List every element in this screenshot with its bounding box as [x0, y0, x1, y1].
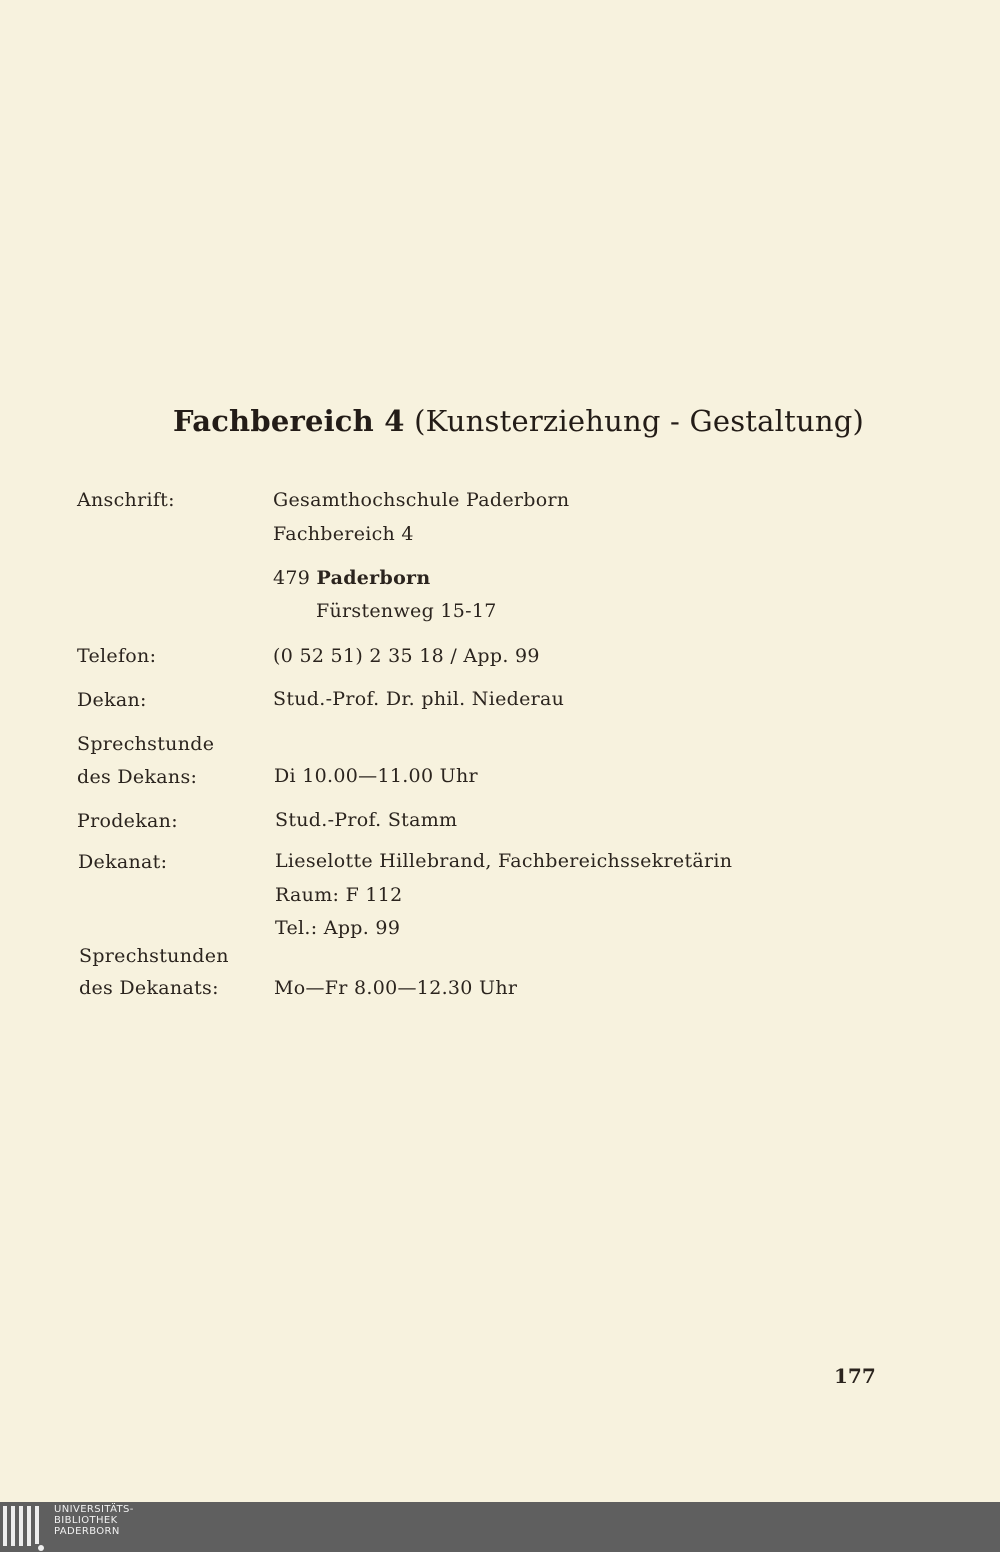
phone-label: Telefon:	[77, 645, 157, 667]
dean-value: Stud.-Prof. Dr. phil. Niederau	[273, 688, 565, 710]
office-hours-label-line2: des Dekanats:	[79, 977, 219, 999]
address-street: Fürstenweg 15-17	[316, 600, 497, 622]
address-line-city	[273, 567, 430, 589]
deans-office-phone: Tel.: App. 99	[275, 917, 401, 939]
page-title	[173, 404, 864, 438]
address-label: Anschrift:	[77, 489, 175, 511]
dean-hours-label-line1: Sprechstunde	[77, 733, 215, 755]
library-name-line2: BIBLIOTHEK	[54, 1515, 118, 1526]
library-name-line3: PADERBORN	[54, 1526, 120, 1537]
library-name-line1: UNIVERSITÄTS-	[54, 1504, 134, 1515]
address-line-institution: Gesamthochschule Paderborn	[273, 489, 570, 511]
library-bars-icon	[0, 1502, 50, 1552]
page-number: 177	[834, 1364, 876, 1388]
dean-hours-value: Di 10.00—11.00 Uhr	[274, 765, 478, 787]
dean-hours-label-line2: des Dekans:	[77, 766, 198, 788]
library-footer-bar	[0, 1502, 1000, 1552]
address-line-department: Fachbereich 4	[273, 523, 414, 545]
deans-office-room: Raum: F 112	[275, 884, 403, 906]
office-hours-label-line1: Sprechstunden	[79, 945, 229, 967]
title-department: Fachbereich 4	[173, 404, 405, 438]
dean-label: Dekan:	[77, 689, 147, 711]
vice-dean-label: Prodekan:	[77, 810, 178, 832]
address-city: Paderborn	[316, 567, 431, 589]
office-hours-value: Mo—Fr 8.00—12.30 Uhr	[274, 977, 518, 999]
deans-office-secretary: Lieselotte Hillebrand, Fachbereichssekretärin	[275, 850, 733, 872]
vice-dean-value: Stud.-Prof. Stamm	[275, 809, 458, 831]
title-subject: (Kunsterziehung - Gestaltung)	[414, 404, 864, 438]
phone-value: (0 52 51) 2 35 18 / App. 99	[273, 645, 540, 667]
library-name	[54, 1504, 134, 1537]
address-postcode: 479	[273, 567, 311, 589]
deans-office-label: Dekanat:	[78, 851, 168, 873]
